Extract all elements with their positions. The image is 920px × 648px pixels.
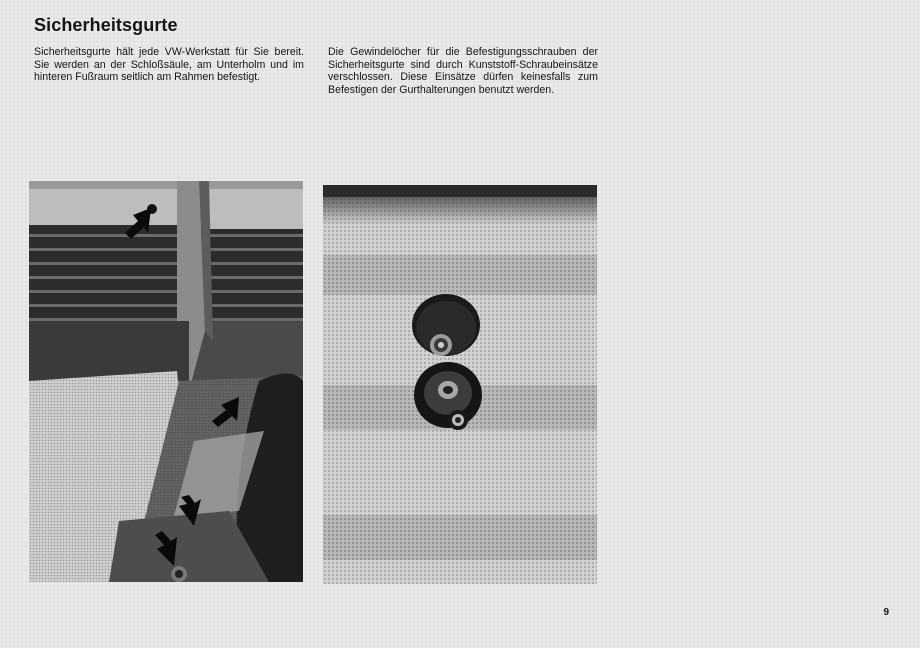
paragraph-left: Sicherheitsgurte hält jede VW-Werkstatt für Sie bereit. Sie werden an der Schloßsäule, am Unterholm und im hinteren Fußraum seitlich am Rahmen befestigt. (34, 46, 304, 84)
photo-interior-anchor-points (29, 181, 303, 582)
page-title: Sicherheitsgurte (34, 15, 178, 35)
paragraph-right: Die Gewindelöcher für die Befestigungsschrauben der Sicherheitsgurte sind durch Kunststoff-Schraubeinsätze verschlossen. Diese Einsätze dürfen keinesfalls zum Befestigen der Gurthalterungen benutzt werden. (328, 46, 598, 96)
inserts-illustration (323, 185, 597, 584)
photo-screw-inserts (323, 185, 597, 584)
page-number: 9 (883, 607, 889, 618)
interior-illustration (29, 181, 303, 582)
